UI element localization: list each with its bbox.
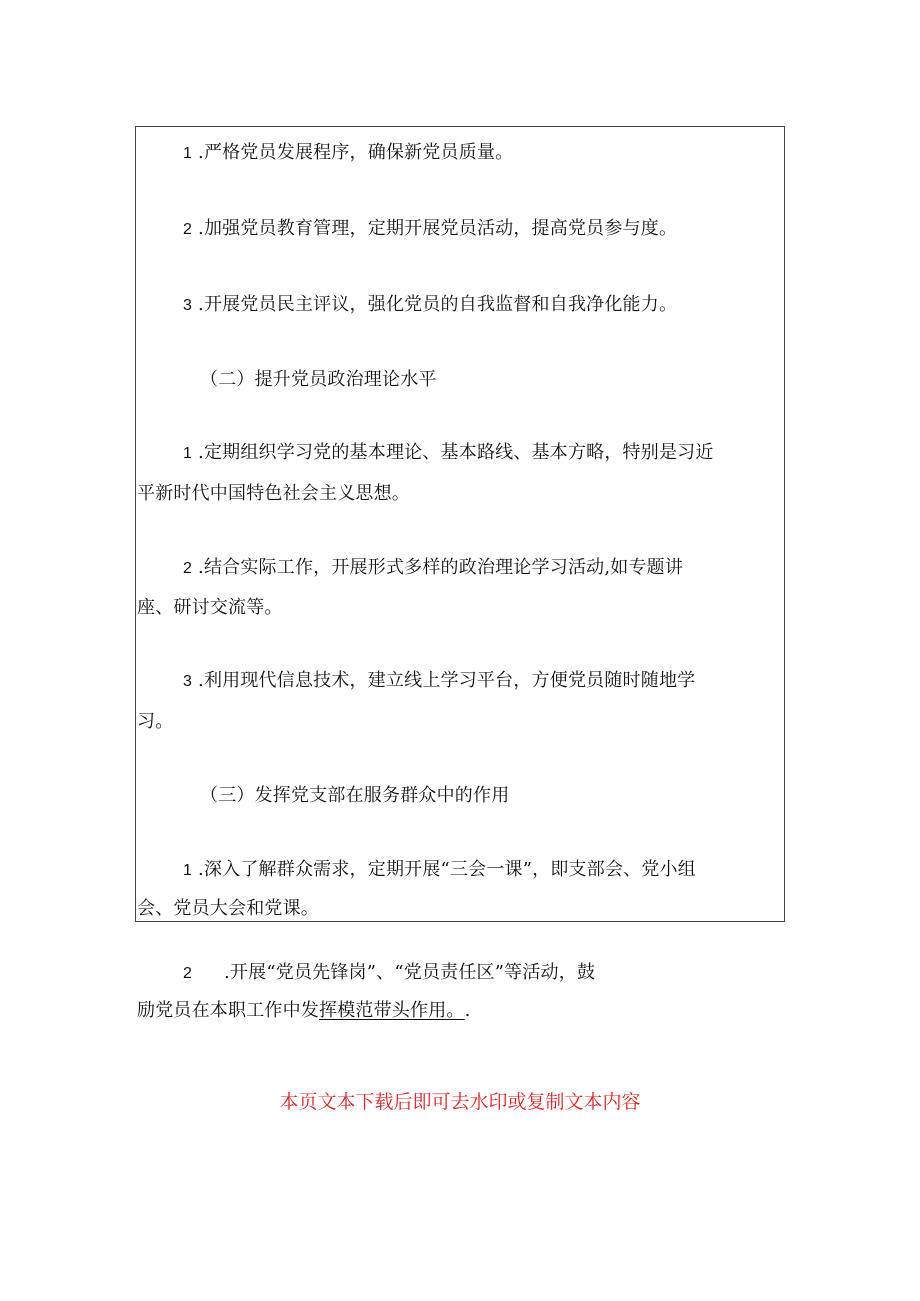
item-text: .加强党员教育管理，定期开展党员活动，提高党员参与度。	[198, 218, 678, 239]
trailing-period: .	[464, 1000, 471, 1021]
section-heading: （二）提升党员政治理论水平	[200, 369, 437, 390]
list-item	[183, 670, 695, 693]
continuation-text: 励党员在本职工作中发	[137, 1000, 319, 1021]
item-text: .结合实际工作，开展形式多样的政治理论学习活动,如专题讲	[198, 557, 684, 578]
list-item	[183, 294, 677, 317]
item-number: 3	[183, 297, 193, 314]
item-continuation: 座、研讨交流等。	[137, 597, 283, 618]
underlined-text: 挥模范带头作用。	[319, 1000, 465, 1021]
item-number: 2	[183, 221, 193, 238]
item-text: .开展党员民主评议，强化党员的自我监督和自我净化能力。	[198, 294, 678, 315]
list-item	[183, 218, 677, 241]
list-item	[183, 442, 714, 465]
item-continuation: 会、党员大会和党课。	[137, 898, 319, 919]
section-heading: （三）发挥党支部在服务群众中的作用	[200, 785, 510, 806]
item-text: .利用现代信息技术，建立线上学习平台，方便党员随时随地学	[198, 670, 696, 691]
item-number: 1	[183, 862, 193, 879]
item-text: .严格党员发展程序，确保新党员质量。	[198, 142, 514, 163]
item-number: 1	[183, 445, 193, 462]
item-continuation: 平新时代中国特色社会主义思想。	[137, 483, 410, 504]
item-continuation	[137, 1000, 471, 1022]
watermark-notice: 本页文本下载后即可去水印或复制文本内容	[279, 1091, 641, 1113]
item-number: 3	[183, 673, 193, 690]
item-text: .深入了解群众需求，定期开展“三会一课”，即支部会、党小组	[198, 859, 696, 880]
list-item	[183, 962, 595, 985]
list-item	[183, 859, 696, 882]
item-number: 2	[183, 965, 193, 982]
item-number: 1	[183, 145, 193, 162]
item-continuation: 习。	[137, 711, 174, 732]
list-item	[183, 557, 683, 580]
item-text: .定期组织学习党的基本理论、基本路线、基本方略，特别是习近	[198, 442, 714, 463]
list-item	[183, 142, 513, 165]
item-text: .开展“党员先锋岗”、“党员责任区”等活动，鼓	[224, 962, 596, 983]
item-number: 2	[183, 560, 193, 577]
